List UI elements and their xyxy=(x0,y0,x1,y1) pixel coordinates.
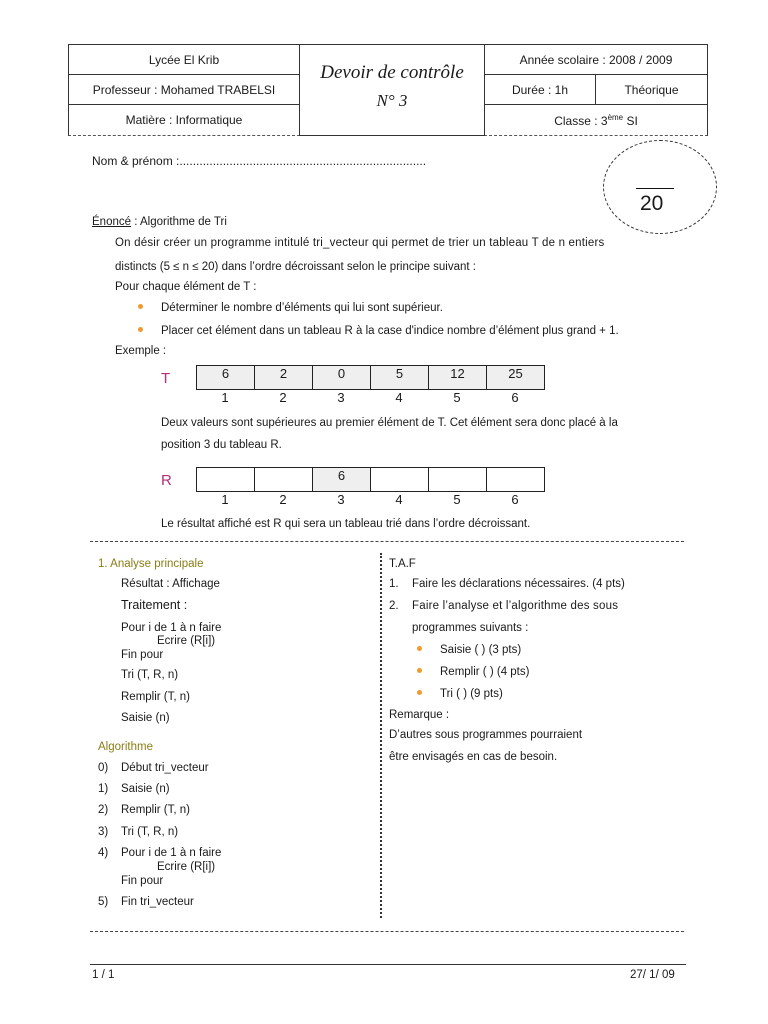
array-t-cell: 12 xyxy=(428,365,487,390)
array-r-index: 2 xyxy=(279,492,287,507)
column-divider xyxy=(380,553,382,918)
taf-sub-1: Saisie ( ) (3 pts) xyxy=(440,644,522,656)
enonce-heading xyxy=(92,215,227,229)
analyse-finpour: Fin pour xyxy=(121,649,164,661)
analyse-saisie: Saisie (n) xyxy=(121,712,170,724)
array-r-index: 5 xyxy=(453,492,461,507)
school-year: Année scolaire : 2008 / 2009 xyxy=(519,52,673,67)
bullet-icon xyxy=(138,304,143,309)
analyse-resultat: Résultat : Affichage xyxy=(121,578,220,590)
algorithme-heading: Algorithme xyxy=(98,741,153,753)
remarque-label: Remarque : xyxy=(389,709,450,721)
subject-label: Matière : Informatique xyxy=(125,113,243,127)
array-t-label: T xyxy=(161,370,171,387)
algo-step-num: 1) xyxy=(98,783,109,795)
algo-step-text: Remplir (T, n) xyxy=(121,804,191,816)
algo-finpour: Fin pour xyxy=(121,875,164,887)
array-r-cell xyxy=(370,467,429,492)
analyse-remplir: Remplir (T, n) xyxy=(121,691,191,703)
remarque-line-1: D’autres sous programmes pourraient xyxy=(389,729,583,741)
section-divider xyxy=(90,931,684,932)
enonce-bullet-2: Placer cet élément dans un tableau R à la case d'indice nombre d’élément plus grand + 1. xyxy=(161,325,619,337)
array-t-cell: 25 xyxy=(486,365,545,390)
taf-item-num: 1. xyxy=(389,578,399,590)
array-t-index: 1 xyxy=(221,390,229,405)
array-r-index: 3 xyxy=(337,492,345,507)
enonce-line-2: distincts (5 ≤ n ≤ 20) dans l’ordre décroissant selon le principe suivant : xyxy=(115,261,476,273)
header-school-cell xyxy=(68,44,300,75)
class-suffix: SI xyxy=(623,113,638,128)
taf-item-2a: Faire l’analyse et l’algorithme des sous xyxy=(412,600,619,612)
enonce-line-3: Pour chaque élément de T : xyxy=(115,281,257,293)
taf-sub-2: Remplir ( ) (4 pts) xyxy=(440,666,530,678)
duration: Durée : 1h xyxy=(511,82,569,97)
analyse-heading: 1. Analyse principale xyxy=(98,558,204,570)
remarque-line-2: être envisagés en cas de besoin. xyxy=(389,751,558,763)
array-t-index: 3 xyxy=(337,390,345,405)
page-number: 1 / 1 xyxy=(92,969,115,981)
explanation-line-2: position 3 du tableau R. xyxy=(161,439,282,451)
enonce-line-1: On désir créer un programme intitulé tri_vecteur qui permet de trier un tableau T de n entiers xyxy=(115,237,605,249)
array-r-cell xyxy=(428,467,487,492)
score-line xyxy=(636,188,674,189)
section-divider xyxy=(90,541,684,542)
algo-step-num: 4) xyxy=(98,847,109,859)
enonce-label: Énoncé xyxy=(92,216,132,228)
array-r-index: 6 xyxy=(511,492,519,507)
array-t-cell: 0 xyxy=(312,365,371,390)
score-total: 20 xyxy=(640,192,664,215)
header-subject-cell xyxy=(68,104,300,136)
bullet-icon xyxy=(417,690,422,695)
algo-step-text: Fin tri_vecteur xyxy=(121,896,194,908)
enonce-title: : Algorithme de Tri xyxy=(131,216,227,228)
array-t-cell: 2 xyxy=(254,365,313,390)
class-prefix: Classe : 3 xyxy=(554,113,608,128)
taf-sub-3: Tri ( ) (9 pts) xyxy=(440,688,503,700)
algo-step-text: Pour i de 1 à n faire xyxy=(121,847,222,859)
analyse-ecrire: Ecrire (R[i]) xyxy=(157,635,216,647)
header-duration-cell xyxy=(484,74,596,105)
array-r-cell: 6 xyxy=(312,467,371,492)
analyse-pour: Pour i de 1 à n faire xyxy=(121,622,222,634)
algo-step-num: 0) xyxy=(98,762,109,774)
array-t-index: 2 xyxy=(279,390,287,405)
array-r-index: 4 xyxy=(395,492,403,507)
algo-step-text: Début tri_vecteur xyxy=(121,762,209,774)
footer-rule xyxy=(90,964,686,965)
header-type-cell xyxy=(595,74,708,105)
array-t-index: 5 xyxy=(453,390,461,405)
bullet-icon xyxy=(138,327,143,332)
taf-item-1: Faire les déclarations nécessaires. (4 pts) xyxy=(412,578,625,590)
taf-item-2b: programmes suivants : xyxy=(412,622,529,634)
analyse-tri: Tri (T, R, n) xyxy=(121,669,179,681)
analyse-traitement: Traitement : xyxy=(121,598,188,612)
array-r-index: 1 xyxy=(221,492,229,507)
student-name-field: Nom & prénom :.......................................................................... xyxy=(92,154,427,168)
header-professor-cell xyxy=(68,74,300,105)
algo-step-num: 2) xyxy=(98,804,109,816)
array-r-label: R xyxy=(161,472,172,489)
array-t-index: 6 xyxy=(511,390,519,405)
bullet-icon xyxy=(417,668,422,673)
exam-title-box xyxy=(299,44,485,136)
exam-type: Théorique xyxy=(624,82,679,97)
array-t-cell: 6 xyxy=(196,365,255,390)
school-name: Lycée El Krib xyxy=(148,52,220,67)
professor-name: Professeur : Mohamed TRABELSI xyxy=(92,82,276,97)
taf-item-num: 2. xyxy=(389,600,399,612)
header-year-cell xyxy=(484,44,708,75)
exam-title: Devoir de contrôle xyxy=(320,62,464,83)
algo-ecrire: Ecrire (R[i]) xyxy=(157,861,216,873)
array-r-cell xyxy=(196,467,255,492)
array-r-cell xyxy=(486,467,545,492)
taf-heading: T.A.F xyxy=(389,558,416,570)
array-t-cell: 5 xyxy=(370,365,429,390)
explanation-line-1: Deux valeurs sont supérieures au premier élément de T. Cet élément sera donc placé à la xyxy=(161,417,618,429)
algo-step-text: Saisie (n) xyxy=(121,783,170,795)
header-class-cell xyxy=(484,104,708,136)
array-r-cell xyxy=(254,467,313,492)
score-circle xyxy=(603,140,717,234)
exam-number: N° 3 xyxy=(376,91,408,110)
example-label: Exemple : xyxy=(115,345,167,357)
footer-date: 27/ 1/ 09 xyxy=(630,969,675,981)
algo-step-text: Tri (T, R, n) xyxy=(121,826,179,838)
algo-step-num: 5) xyxy=(98,896,109,908)
class-sup: ème xyxy=(607,112,624,122)
bullet-icon xyxy=(417,646,422,651)
algo-step-num: 3) xyxy=(98,826,109,838)
result-line: Le résultat affiché est R qui sera un tableau trié dans l’ordre décroissant. xyxy=(161,518,531,530)
class-label xyxy=(554,113,638,128)
array-t-index: 4 xyxy=(395,390,403,405)
enonce-bullet-1: Déterminer le nombre d’éléments qui lui sont supérieur. xyxy=(161,302,443,314)
